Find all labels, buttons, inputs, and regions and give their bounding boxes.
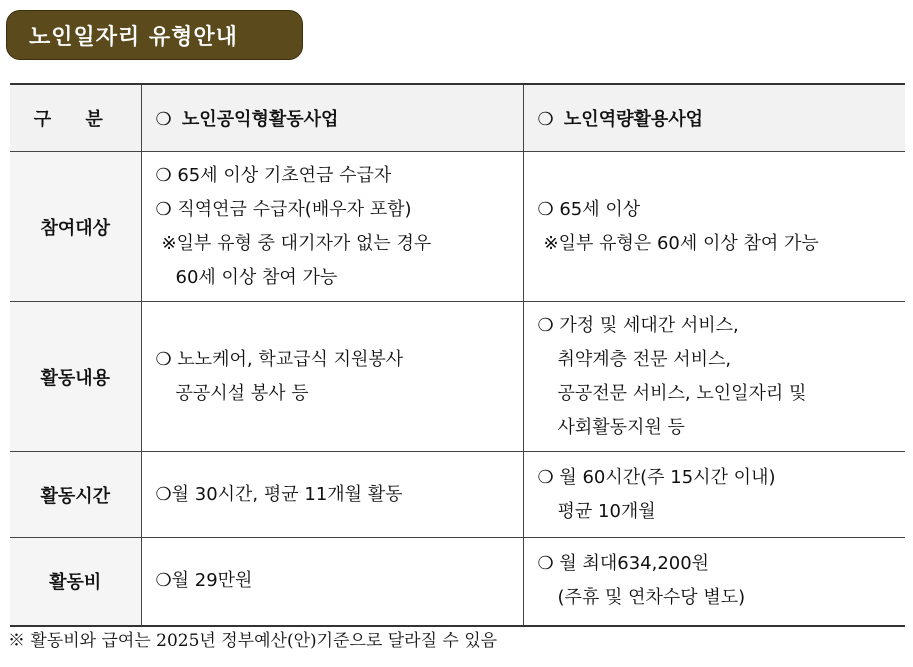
list-item: ❍ 노노케어, 학교급식 지원봉사 (155, 348, 404, 370)
list-item: (주휴 및 연차수당 별도) (557, 587, 746, 609)
circle-bullet-icon: ❍ (537, 109, 554, 130)
row-label-pay: 활동비 (10, 538, 141, 626)
eligibility-capacity (523, 152, 905, 302)
table-row (10, 302, 905, 452)
list-item: 취약계층 전문 서비스, (557, 348, 732, 370)
table-row (10, 452, 905, 538)
job-type-table (10, 83, 905, 627)
note-text: ※일부 유형은 60세 이상 참여 가능 (543, 232, 819, 254)
activity-public-service (141, 302, 523, 452)
hours-capacity (523, 452, 905, 538)
activity-capacity (523, 302, 905, 452)
circle-bullet-icon: ❍ (155, 109, 172, 130)
list-item: ❍ 직역연금 수급자(배우자 포함) (155, 198, 412, 220)
list-item: ❍ 65세 이상 (537, 198, 641, 220)
header-public-service: ❍ 노인공익형활동사업 (141, 84, 523, 152)
pay-capacity (523, 538, 905, 626)
list-item: 공공시설 봉사 등 (175, 382, 309, 404)
table-row (10, 538, 905, 626)
list-item: ❍ 65세 이상 기초연금 수급자 (155, 164, 392, 186)
list-item: ❍월 30시간, 평균 11개월 활동 (155, 483, 403, 505)
header-category: 구 분 (10, 84, 141, 152)
list-item: ❍ 월 60시간(주 15시간 이내) (537, 466, 776, 488)
table-header-row (10, 84, 905, 152)
note-text: ※일부 유형 중 대기자가 없는 경우 (161, 232, 432, 254)
row-label-hours: 활동시간 (10, 452, 141, 538)
list-item: ❍월 29만원 (155, 570, 253, 592)
list-item: 평균 10개월 (557, 500, 656, 522)
footnote: ※ 활동비와 급여는 2025년 정부예산(안)기준으로 달라질 수 있음 (8, 631, 498, 651)
list-item: ❍ 월 최대634,200원 (537, 553, 710, 575)
hours-public-service (141, 452, 523, 538)
table-row (10, 152, 905, 302)
list-item: 사회활동지원 등 (557, 416, 685, 438)
header-capacity-utilization: ❍ 노인역량활용사업 (523, 84, 905, 152)
list-item: 공공전문 서비스, 노인일자리 및 (557, 382, 807, 404)
list-item: ❍ 가정 및 세대간 서비스, (537, 314, 739, 336)
pay-public-service (141, 538, 523, 626)
eligibility-public-service (141, 152, 523, 302)
row-label-activity: 활동내용 (10, 302, 141, 452)
page-title: 노인일자리 유형안내 (6, 10, 303, 60)
note-text: 60세 이상 참여 가능 (175, 266, 338, 288)
row-label-eligibility: 참여대상 (10, 152, 141, 302)
